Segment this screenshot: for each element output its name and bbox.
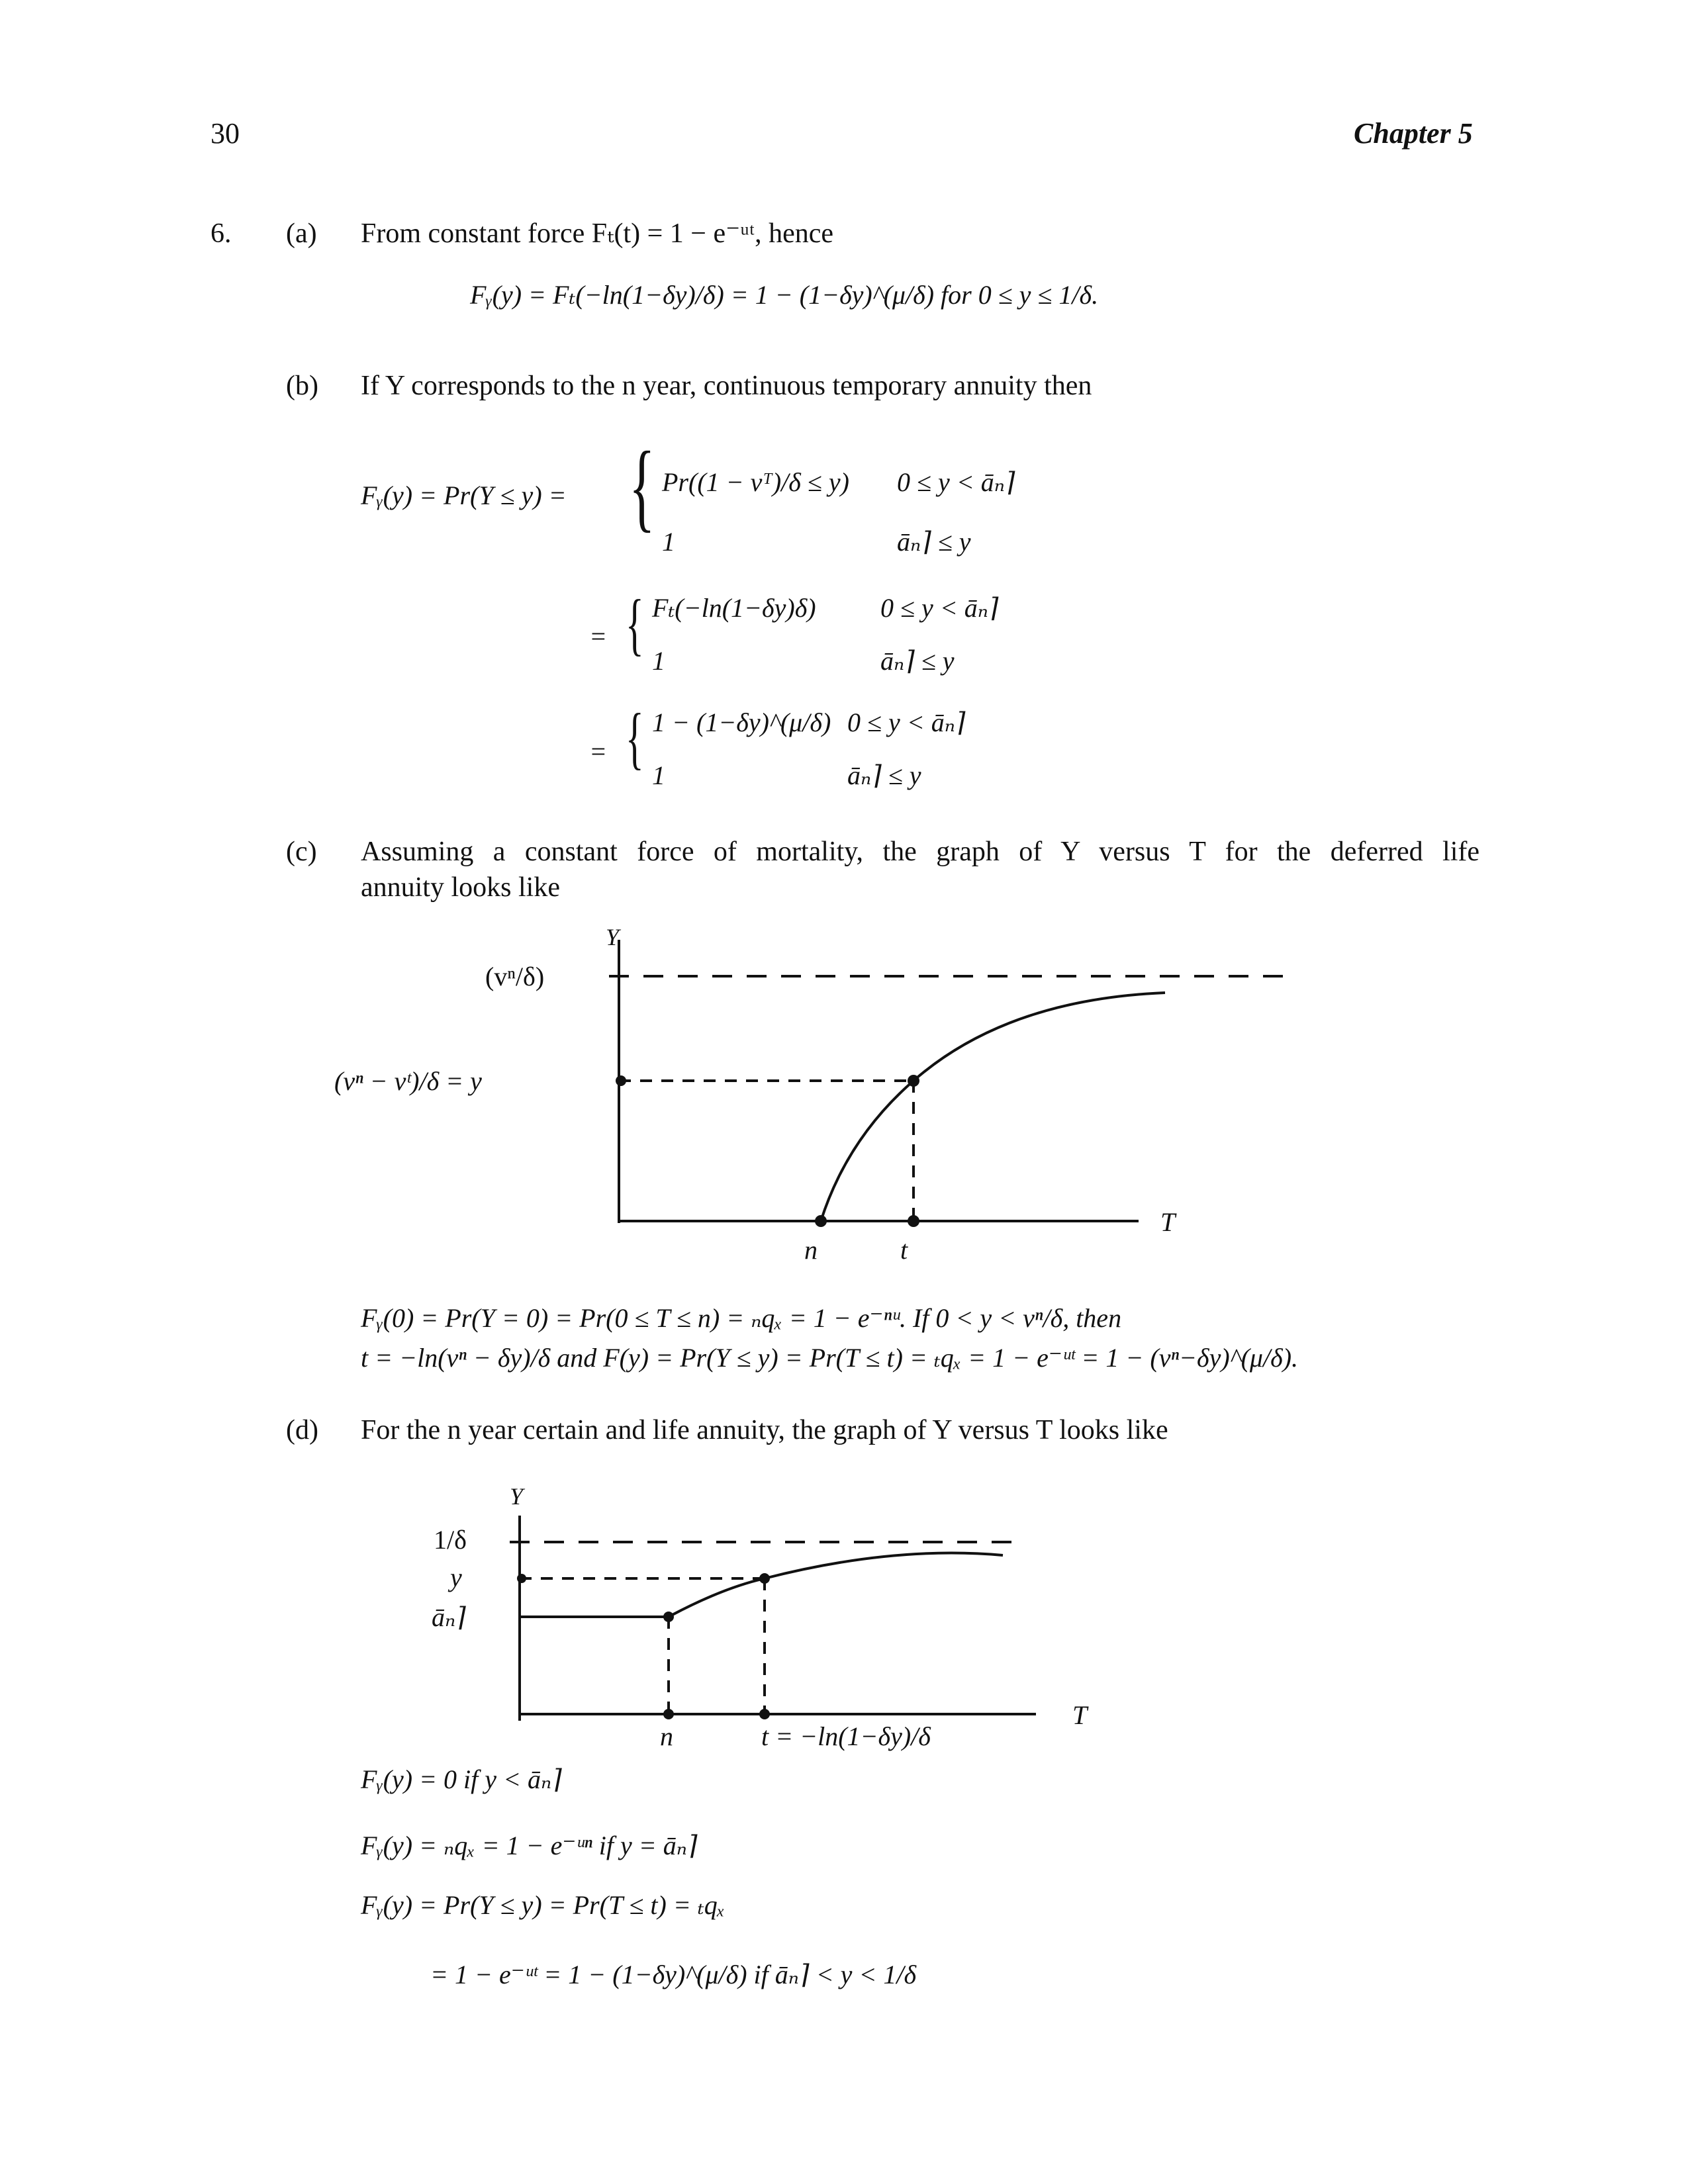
part-a-label: (a) [286,218,317,249]
page-number: 30 [211,117,240,150]
graph-c-tick-t: t [900,1235,908,1265]
part-a-intro: From constant force Fₜ(t) = 1 − e⁻ᵘᵗ, hence [361,218,833,249]
part-d-line3: Fᵧ(y) = Pr(Y ≤ y) = Pr(T ≤ t) = ₜqₓ [361,1890,726,1920]
case1-else-cond: āₙ⌉ ≤ y [897,527,971,557]
problem-number: 6. [211,218,232,249]
graph-d-annuity-label: āₙ⌉ [432,1602,466,1632]
graph-d-curve [669,1553,1003,1617]
graph-d-dot-t-curve [759,1573,770,1584]
case2-cond: 0 ≤ y < āₙ⌉ [880,593,999,623]
case1-expr: Pr((1 − vᵀ)/δ ≤ y) [662,467,849,497]
case2-expr: Fₜ(−ln(1−δy)δ) [652,593,816,623]
graph-d-dot-n [663,1709,674,1719]
part-d-line1: Fᵧ(y) = 0 if y < āₙ⌉ [361,1764,562,1794]
part-d-label: (d) [286,1415,318,1445]
graph-c-x-label: T [1160,1207,1176,1237]
graph-d-dot-t [759,1709,770,1719]
graph-c-asymptote-label: (vⁿ/δ) [485,962,545,991]
case1-else-val: 1 [662,527,675,557]
case3-cond: 0 ≤ y < āₙ⌉ [847,707,966,737]
part-c-intro-line2: annuity looks like [361,872,560,903]
part-b-lhs: Fᵧ(y) = Pr(Y ≤ y) = [361,480,567,510]
graph-d-dot-level [517,1574,526,1583]
part-d-intro: For the n year certain and life annuity, the graph of Y versus T looks like [361,1415,1168,1445]
brace-2: { [626,585,644,662]
case2-else-val: 1 [652,646,665,676]
case3-else-cond: āₙ⌉ ≤ y [847,760,921,790]
graph-d-dot-n-curve [663,1612,674,1622]
graph-d-x-label: T [1072,1700,1088,1730]
part-b-intro: If Y corresponds to the n year, continuous temporary annuity then [361,371,1092,401]
chapter-title: Chapter 5 [1354,117,1473,150]
graph-d-tick-n: n [660,1721,673,1751]
graph-c-tick-n: n [804,1235,818,1265]
brace-1: { [629,432,655,541]
part-c-text-line1: Fᵧ(0) = Pr(Y = 0) = Pr(0 ≤ T ≤ n) = ₙqₓ = 1 − e⁻ⁿᵘ. If 0 < y < vⁿ/δ, then [361,1303,1122,1333]
graph-c-y-label: Y [606,924,620,950]
case3-expr: 1 − (1−δy)^(μ/δ) [652,707,831,737]
graph-d-level-label: y [450,1563,462,1592]
equals-3: = [589,737,607,766]
graph-d-y-label: Y [510,1483,524,1510]
case3-else-val: 1 [652,760,665,790]
part-d-line2: Fᵧ(y) = ₙqₓ = 1 − e⁻ᵘⁿ if y = āₙ⌉ [361,1831,698,1860]
part-d-line4: = 1 − e⁻ᵘᵗ = 1 − (1−δy)^(μ/δ) if āₙ⌉ < y < 1/δ [430,1960,917,1989]
graph-d-tick-t: t = −ln(1−δy)/δ [761,1721,931,1751]
part-b-label: (b) [286,371,318,401]
graph-d-asymptote-label: 1/δ [434,1525,467,1555]
case2-else-cond: āₙ⌉ ≤ y [880,646,955,676]
case1-cond: 0 ≤ y < āₙ⌉ [897,467,1015,497]
part-c-label: (c) [286,837,317,867]
part-c-intro-line1: Assuming a constant force of mortality, the graph of Y versus T for the deferred life [361,837,1479,867]
brace-3: { [626,699,644,776]
part-a-equation: Fᵧ(y) = Fₜ(−ln(1−δy)/δ) = 1 − (1−δy)^(μ/δ) for 0 ≤ y ≤ 1/δ. [470,280,1099,310]
graph-c-level-label: (vⁿ − vᵗ)/δ = y [334,1066,482,1096]
part-c-text-line2: t = −ln(vⁿ − δy)/δ and F(y) = Pr(Y ≤ y) = Pr(T ≤ t) = ₜqₓ = 1 − e⁻ᵘᵗ = 1 − (vⁿ−δy)^(μ/δ). [361,1343,1299,1373]
equals-2: = [589,621,607,651]
